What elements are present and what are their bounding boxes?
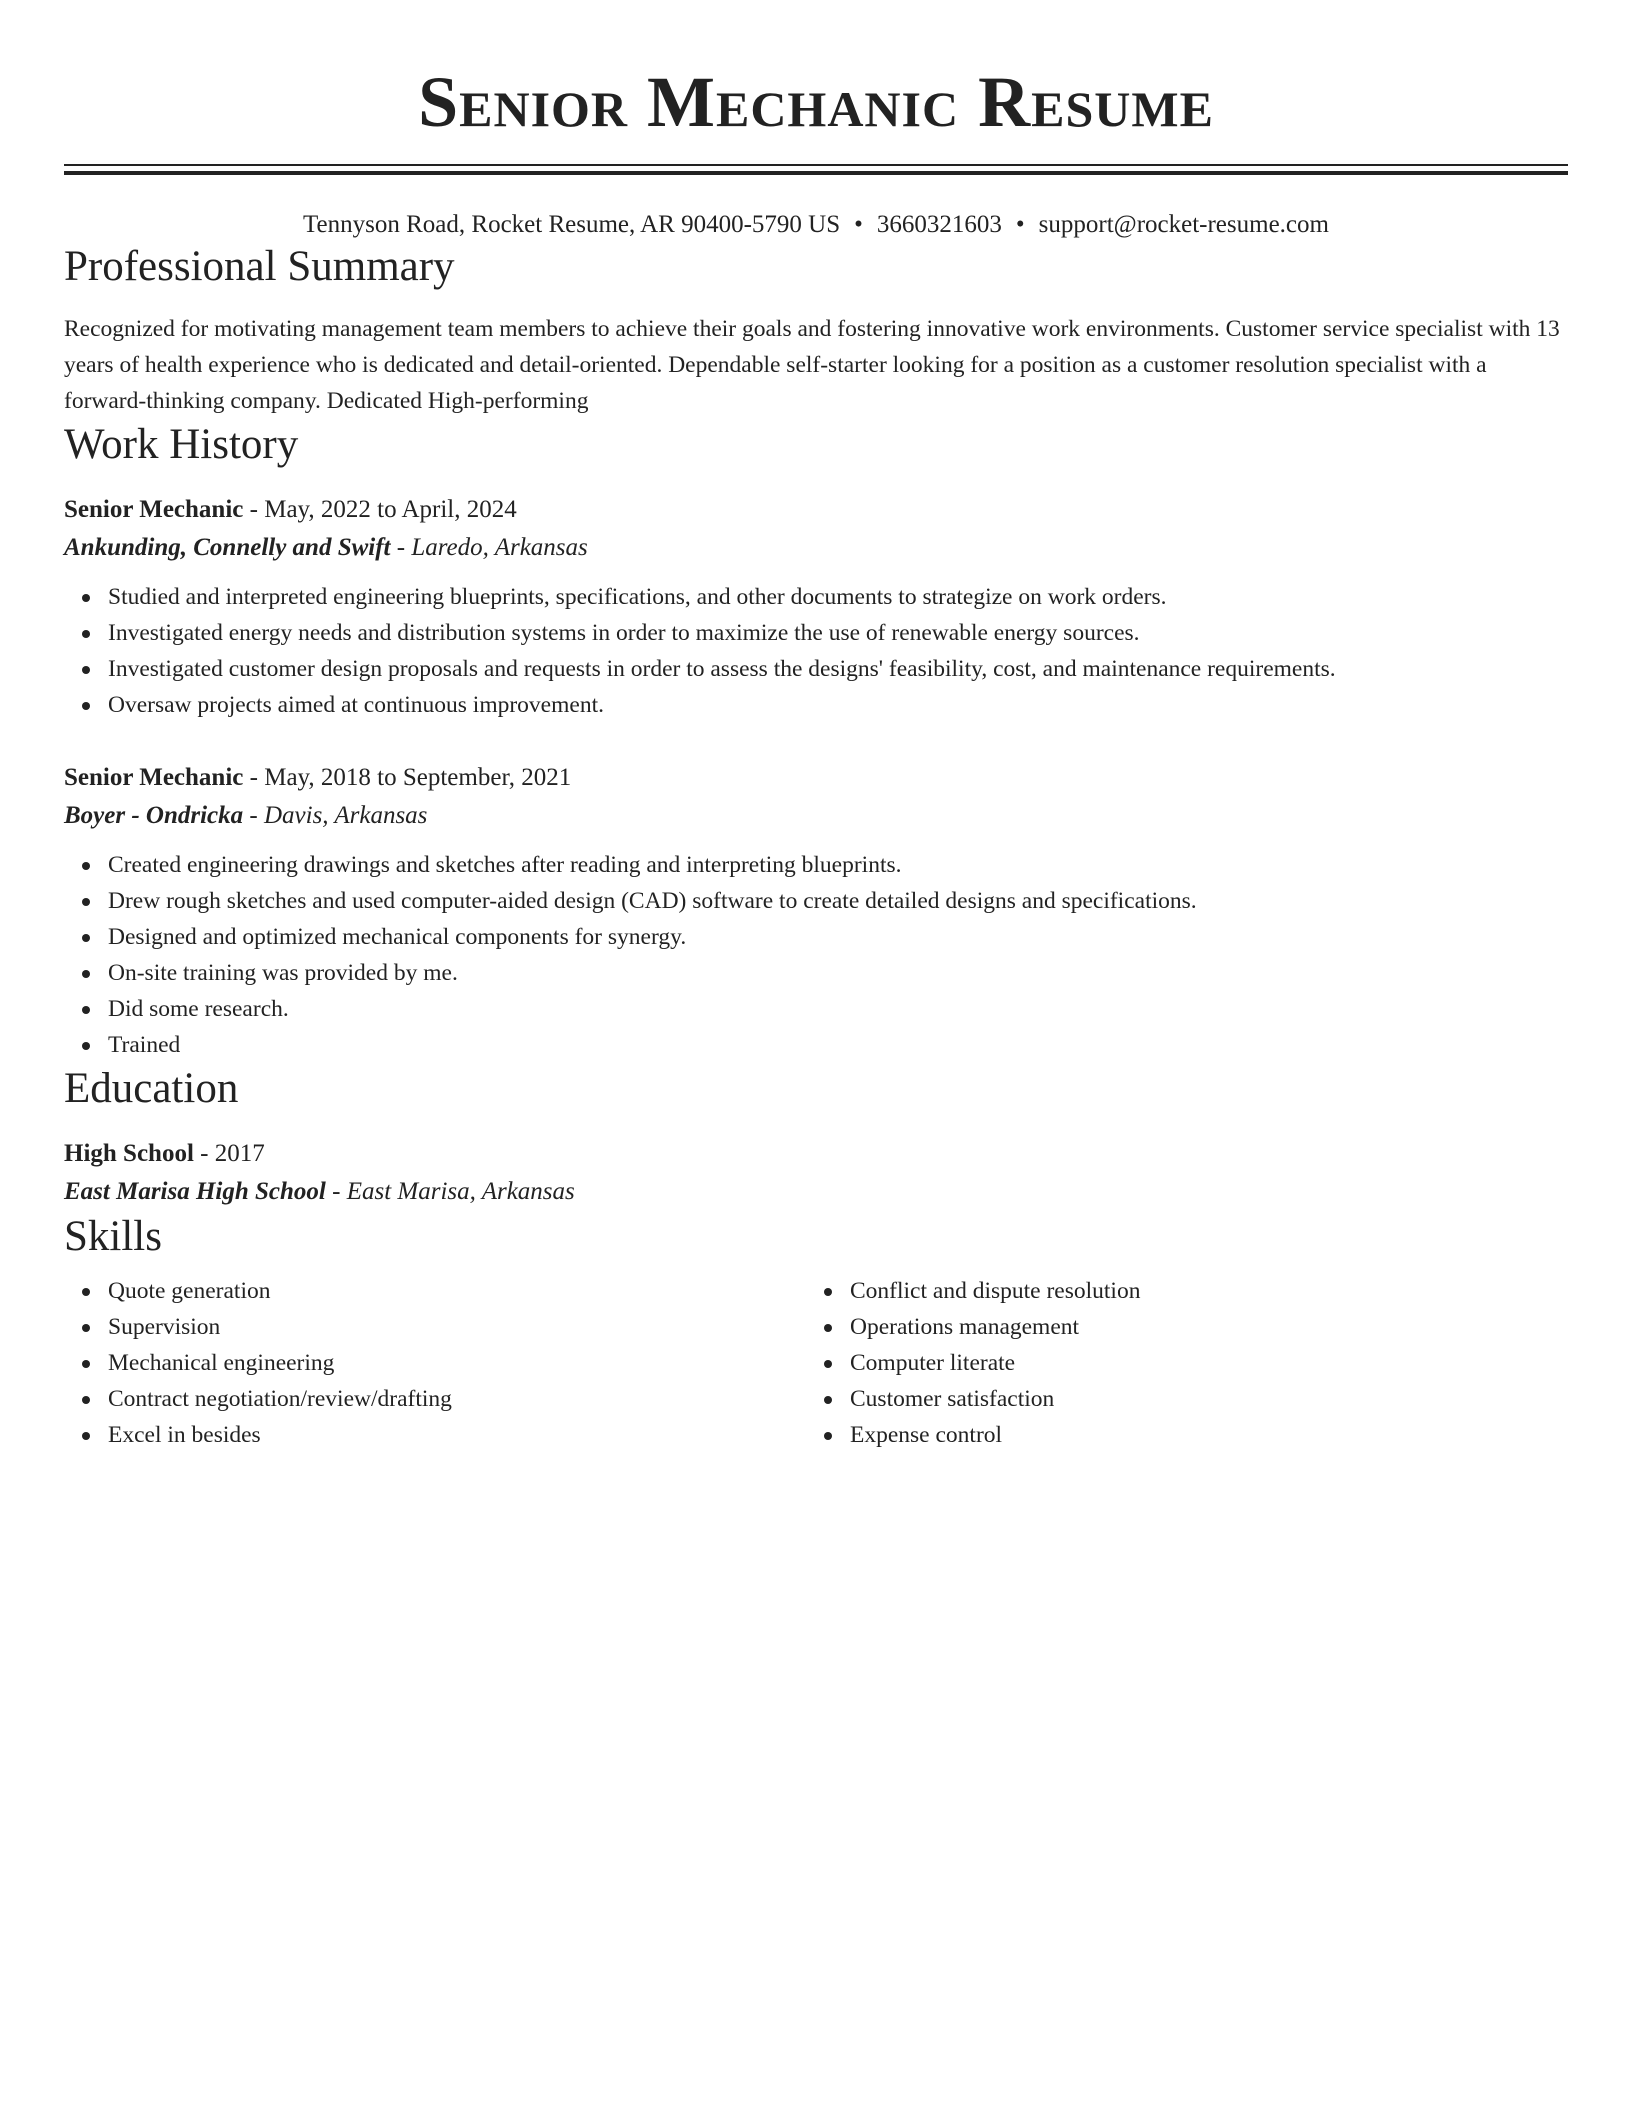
- contact-info: [64, 209, 1568, 241]
- education-location: - East Marisa, Arkansas: [325, 1178, 575, 1205]
- job-entry: [64, 759, 1568, 1063]
- job-location: - Davis, Arkansas: [243, 802, 428, 829]
- job-duties-list: [64, 579, 1568, 723]
- education-school: East Marisa High School: [64, 1178, 326, 1205]
- contact-phone: 3660321603: [876, 211, 1002, 238]
- skills-column-left: [64, 1273, 806, 1453]
- list-item: Drew rough sketches and used computer-aided design (CAD) software to create detailed designs and specifications.: [108, 883, 1568, 919]
- skills-list-right: [806, 1273, 1548, 1453]
- list-item: Studied and interpreted engineering blueprints, specifications, and other documents to strategize on work orders.: [108, 579, 1568, 615]
- list-item: Operations management: [850, 1309, 1548, 1345]
- list-item: Investigated energy needs and distribution systems in order to maximize the use of renewable energy sources.: [108, 615, 1568, 651]
- list-item: Supervision: [108, 1309, 806, 1345]
- skills-column-right: [806, 1273, 1548, 1453]
- contact-address: Tennyson Road, Rocket Resume, AR 90400-5790 US: [303, 211, 841, 238]
- contact-separator: •: [854, 211, 863, 238]
- education-school-line: [64, 1173, 1568, 1211]
- job-title: Senior Mechanic: [64, 496, 244, 523]
- list-item: Computer literate: [850, 1345, 1548, 1381]
- education-entry: [64, 1135, 1568, 1211]
- job-duties-list: [64, 847, 1568, 1063]
- skills-heading: Skills: [64, 1213, 162, 1260]
- list-item: Quote generation: [108, 1273, 806, 1309]
- list-item: Customer satisfaction: [850, 1381, 1548, 1417]
- list-item: Trained: [108, 1027, 1568, 1063]
- list-item: Expense control: [850, 1417, 1548, 1453]
- list-item: Conflict and dispute resolution: [850, 1273, 1548, 1309]
- contact-email: support@rocket-resume.com: [1038, 211, 1329, 238]
- job-company-line: [64, 529, 1568, 567]
- page-title: Senior Mechanic Resume: [418, 62, 1214, 142]
- list-item: Investigated customer design proposals and requests in order to assess the designs' feasibility, cost, and maintenance requirements.: [108, 651, 1568, 687]
- list-item: Mechanical engineering: [108, 1345, 806, 1381]
- education-degree-line: [64, 1135, 1568, 1173]
- header-divider-thin: [64, 164, 1568, 166]
- job-company-line: [64, 797, 1568, 835]
- list-item: Did some research.: [108, 991, 1568, 1027]
- job-dates: - May, 2018 to September, 2021: [243, 764, 572, 791]
- job-title-line: [64, 491, 1568, 529]
- contact-separator: •: [1015, 211, 1025, 238]
- header-divider-thick: [64, 171, 1568, 175]
- list-item: Excel in besides: [108, 1417, 806, 1453]
- list-item: Designed and optimized mechanical components for synergy.: [108, 919, 1568, 955]
- list-item: Oversaw projects aimed at continuous improvement.: [108, 687, 1568, 723]
- list-item: Created engineering drawings and sketches after reading and interpreting blueprints.: [108, 847, 1568, 883]
- skills-columns: [64, 1273, 1568, 1453]
- skills-list-left: [64, 1273, 806, 1453]
- education-heading: Education: [64, 1065, 239, 1112]
- job-dates: - May, 2022 to April, 2024: [243, 496, 517, 523]
- job-company: Boyer - Ondricka: [64, 802, 244, 829]
- education-degree: High School: [64, 1140, 194, 1167]
- job-entry: [64, 491, 1568, 723]
- summary-heading: Professional Summary: [64, 243, 455, 290]
- job-location: - Laredo, Arkansas: [390, 534, 588, 561]
- education-year: - 2017: [193, 1140, 265, 1167]
- job-title-line: [64, 759, 1568, 797]
- list-item: Contract negotiation/review/drafting: [108, 1381, 806, 1417]
- job-company: Ankunding, Connelly and Swift: [64, 534, 391, 561]
- job-title: Senior Mechanic: [64, 764, 244, 791]
- work-history-heading: Work History: [64, 421, 299, 468]
- list-item: On-site training was provided by me.: [108, 955, 1568, 991]
- summary-text: Recognized for motivating management team members to achieve their goals and fostering innovative work environments. Customer service specialist with 13 years of health experience who is dedicated and detail-oriented. Dependable self-starter looking for a position as a customer resolution specialist with a forward-thinking company. Dedicated High-performing: [64, 316, 1560, 414]
